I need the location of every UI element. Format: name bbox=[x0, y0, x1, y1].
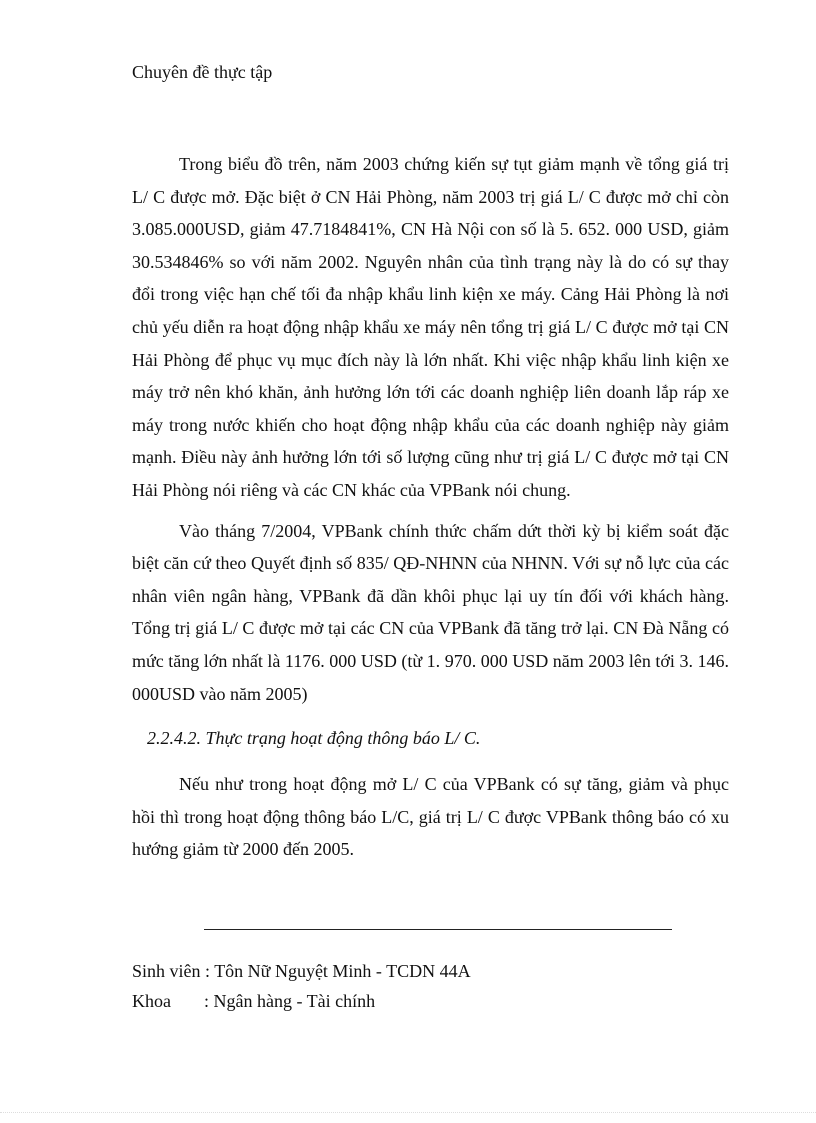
footer-faculty-row bbox=[132, 986, 471, 1016]
paragraph-lc-notification: Nếu như trong hoạt động mở L/ C của VPBank có sự tăng, giảm và phục hồi thì trong hoạt động thông báo L/C, giá trị L/ C được VPBank thông báo có xu hướng giảm từ 2000 đến 2005. bbox=[132, 774, 729, 860]
footer-faculty-label: Khoa bbox=[132, 991, 171, 1011]
paragraph-vpbank-recovery: Vào tháng 7/2004, VPBank chính thức chấm dứt thời kỳ bị kiểm soát đặc biệt căn cứ theo Quyết định số 835/ QĐ-NHNN của NHNN. Với sự nỗ lực của các nhân viên ngân hàng, VPBank đã dần khôi phục lại uy tín đối với khách hàng. Tổng trị giá L/ C được mở tại các CN của VPBank đã tăng trở lại. CN Đà Nẵng có mức tăng lớn nhất là 1176. 000 USD (từ 1. 970. 000 USD năm 2003 lên tới 3. 146. 000USD vào năm 2005) bbox=[132, 520, 729, 704]
page-header-title: Chuyên đề thực tập bbox=[132, 62, 273, 82]
footer-divider bbox=[204, 929, 672, 930]
page-bottom-edge bbox=[0, 1112, 816, 1113]
section-subheading: 2.2.4.2. Thực trạng hoạt động thông báo L/ C. bbox=[147, 728, 481, 749]
paragraph-lc-decline: Trong biểu đồ trên, năm 2003 chứng kiến sự tụt giảm mạnh về tổng giá trị L/ C được mở. Đặc biệt ở CN Hải Phòng, năm 2003 trị giá L/ C được mở chỉ còn 3.085.000USD, giảm 47.7184841%, CN Hà Nội con số là 5. 652. 000 USD, giảm 30.534846% so với năm 2002. Nguyên nhân của tình trạng này là do có sự thay đổi trong việc hạn chế tối đa nhập khẩu linh kiện xe máy. Cảng Hải Phòng là nơi chủ yếu diễn ra hoạt động nhập khẩu xe máy nên tổng trị giá L/ C được mở tại CN Hải Phòng để phục vụ mục đích này là lớn nhất. Khi việc nhập khẩu linh kiện xe máy trở nên khó khăn, ảnh hưởng lớn tới các doanh nghiệp liên doanh lắp ráp xe máy trong nước khiến cho hoạt động nhập khẩu của các doanh nghiệp này giảm mạnh. Điều này ảnh hưởng lớn tới số lượng cũng như trị giá L/ C được mở tại CN Hải Phòng nói riêng và các CN khác của VPBank nói chung. bbox=[132, 154, 729, 500]
footer-student-label: Sinh viên bbox=[132, 961, 201, 981]
footer-faculty-value: : Ngân hàng - Tài chính bbox=[204, 991, 376, 1011]
footer-student-row bbox=[132, 956, 471, 986]
document-body bbox=[132, 148, 729, 874]
footer-student-value: : Tôn Nữ Nguyệt Minh - TCDN 44A bbox=[205, 961, 471, 981]
page-footer bbox=[132, 956, 471, 1016]
